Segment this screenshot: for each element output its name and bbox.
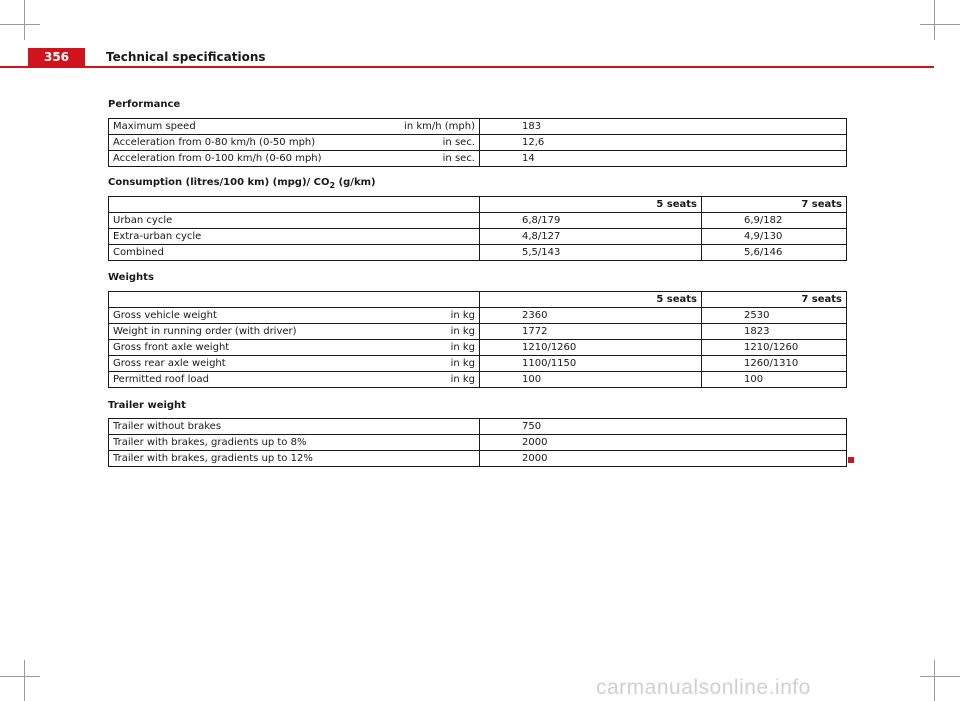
- row-label: Permitted roof load: [113, 374, 210, 385]
- row-label-cell: [109, 372, 480, 388]
- row-label: Acceleration from 0-80 km/h (0-50 mph): [113, 137, 316, 148]
- row-label-cell: [109, 308, 480, 324]
- row-unit: in kg: [450, 342, 475, 353]
- row-label-cell: [109, 151, 480, 167]
- table-header-row: [109, 197, 847, 213]
- value-7-seats: 1823: [702, 324, 847, 340]
- crop-mark: [0, 24, 40, 25]
- table-row: [109, 435, 847, 451]
- value-7-seats: 6,9/182: [702, 213, 847, 229]
- row-label: Trailer with brakes, gradients up to 12%: [113, 453, 313, 464]
- value-5-seats: 6,8/179: [480, 213, 702, 229]
- crop-mark: [24, 660, 25, 701]
- row-unit: in sec.: [442, 137, 475, 148]
- section-title-weights: Weights: [108, 272, 154, 283]
- row-label: Urban cycle: [113, 215, 173, 226]
- row-label-cell: [109, 245, 480, 261]
- value-5-seats: 1100/1150: [480, 356, 702, 372]
- row-value: 183: [480, 119, 847, 135]
- watermark: carmanualsonline.info: [596, 676, 811, 699]
- value-7-seats: 4,9/130: [702, 229, 847, 245]
- row-label: Gross rear axle weight: [113, 358, 226, 369]
- row-label-cell: [109, 324, 480, 340]
- row-label-cell: [109, 340, 480, 356]
- page-title: Technical specifications: [106, 50, 266, 64]
- value-7-seats: 5,6/146: [702, 245, 847, 261]
- table-row: [109, 229, 847, 245]
- section-title-trailer: Trailer weight: [108, 400, 186, 411]
- value-7-seats: 1260/1310: [702, 356, 847, 372]
- row-unit: in kg: [450, 310, 475, 321]
- row-value: 14: [480, 151, 847, 167]
- table-row: [109, 324, 847, 340]
- table-row: [109, 340, 847, 356]
- row-label-cell: [109, 229, 480, 245]
- row-value: 12,6: [480, 135, 847, 151]
- row-unit: in kg: [450, 358, 475, 369]
- value-7-seats: 100: [702, 372, 847, 388]
- row-label: Gross vehicle weight: [113, 310, 217, 321]
- table-row: [109, 135, 847, 151]
- section-end-marker: [848, 457, 854, 463]
- performance-table: [108, 118, 847, 167]
- row-label-cell: [109, 356, 480, 372]
- crop-mark: [934, 660, 935, 701]
- row-unit: in kg: [450, 374, 475, 385]
- crop-mark: [934, 0, 935, 40]
- value-5-seats: 2360: [480, 308, 702, 324]
- row-label-cell: [109, 119, 480, 135]
- row-label: Weight in running order (with driver): [113, 326, 297, 337]
- column-header-7-seats: 7 seats: [702, 197, 847, 213]
- value-7-seats: 2530: [702, 308, 847, 324]
- row-value: 750: [480, 419, 847, 435]
- table-row: [109, 356, 847, 372]
- value-5-seats: 1772: [480, 324, 702, 340]
- table-row: [109, 372, 847, 388]
- table-row: [109, 213, 847, 229]
- value-5-seats: 1210/1260: [480, 340, 702, 356]
- column-header-5-seats: 5 seats: [480, 292, 702, 308]
- row-label-cell: [109, 419, 480, 435]
- page-number: 356: [28, 48, 85, 66]
- row-label: Trailer without brakes: [113, 421, 222, 432]
- table-row: [109, 151, 847, 167]
- column-header-7-seats: 7 seats: [702, 292, 847, 308]
- row-unit: in km/h (mph): [404, 121, 475, 132]
- row-label-cell: [109, 213, 480, 229]
- row-label: Trailer with brakes, gradients up to 8%: [113, 437, 307, 448]
- row-unit: in sec.: [442, 153, 475, 164]
- crop-mark: [920, 676, 960, 677]
- row-value: 2000: [480, 435, 847, 451]
- weights-table: [108, 291, 847, 388]
- crop-mark: [24, 0, 25, 40]
- row-label-cell: [109, 435, 480, 451]
- table-row: [109, 451, 847, 467]
- row-label: Combined: [113, 247, 164, 258]
- crop-mark: [0, 676, 40, 677]
- consumption-table: [108, 196, 847, 261]
- row-label-cell: [109, 135, 480, 151]
- table-row: [109, 419, 847, 435]
- row-value: 2000: [480, 451, 847, 467]
- row-label: Gross front axle weight: [113, 342, 230, 353]
- section-title-consumption: Consumption (litres/100 km) (mpg)/ $CO_2$ (g/km): [108, 177, 376, 190]
- column-header-5-seats: 5 seats: [480, 197, 702, 213]
- value-5-seats: 100: [480, 372, 702, 388]
- table-row: [109, 245, 847, 261]
- section-title-performance: Performance: [108, 99, 181, 110]
- value-5-seats: 4,8/127: [480, 229, 702, 245]
- value-7-seats: 1210/1260: [702, 340, 847, 356]
- table-row: [109, 119, 847, 135]
- value-5-seats: 5,5/143: [480, 245, 702, 261]
- row-label: Maximum speed: [113, 121, 196, 132]
- crop-mark: [920, 24, 960, 25]
- row-label: Extra-urban cycle: [113, 231, 202, 242]
- table-row: [109, 308, 847, 324]
- row-label-cell: [109, 451, 480, 467]
- row-unit: in kg: [450, 326, 475, 337]
- table-header-row: [109, 292, 847, 308]
- trailer-table: [108, 418, 847, 467]
- row-label: Acceleration from 0-100 km/h (0-60 mph): [113, 153, 322, 164]
